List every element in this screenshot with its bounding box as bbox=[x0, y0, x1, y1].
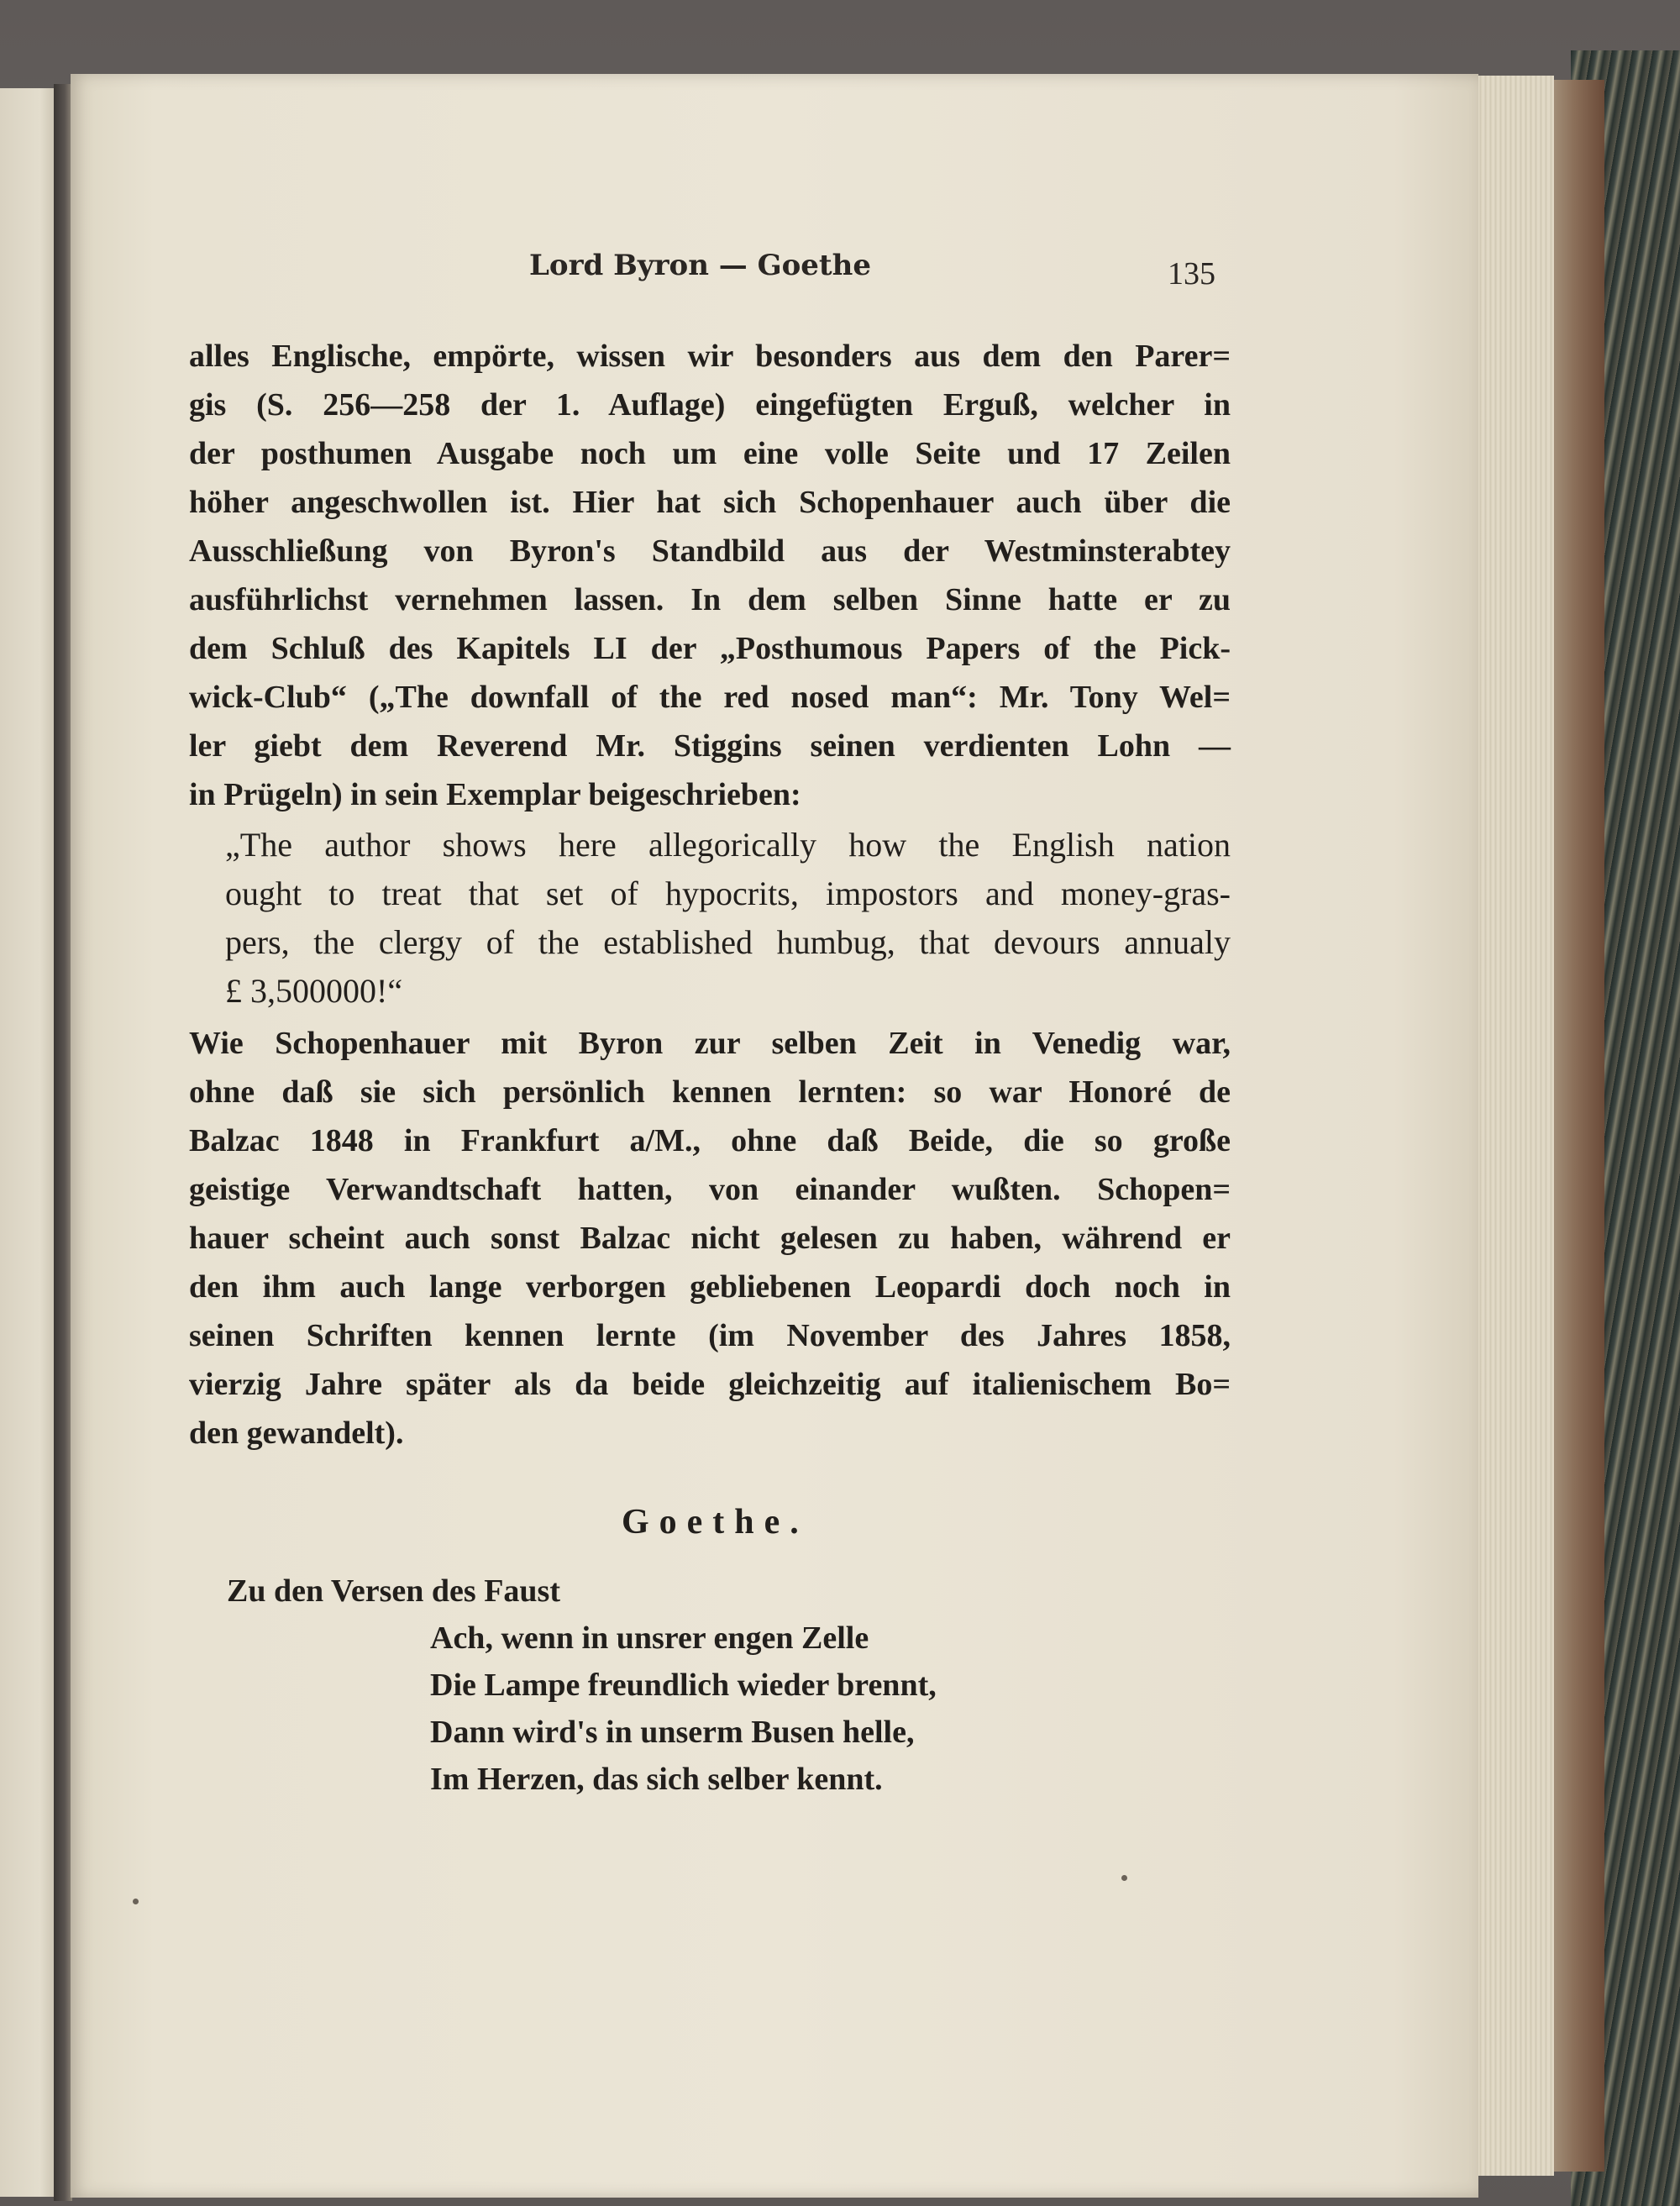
text-line: vierzig Jahre später als da beide gleichzeitig auf italienischem Bo= bbox=[189, 1367, 1231, 1402]
paper-speck bbox=[133, 1899, 139, 1904]
book-gutter bbox=[54, 84, 72, 2201]
text-line: Ausschließung von Byron's Standbild aus der Westminsterabtey bbox=[189, 533, 1231, 569]
text-line: Wie Schopenhauer mit Byron zur selben Zeit in Venedig war, bbox=[189, 1026, 1231, 1061]
text-line: wick-Club“ („The downfall of the red nosed man“: Mr. Tony Wel= bbox=[189, 680, 1231, 715]
paper-speck bbox=[1121, 1875, 1127, 1881]
quote-line: „The author shows here allegorically how the English nation bbox=[225, 826, 1231, 864]
text-line: höher angeschwollen ist. Hier hat sich Schopenhauer auch über die bbox=[189, 485, 1231, 520]
text-line: seinen Schriften kennen lernte (im November des Jahres 1858, bbox=[189, 1318, 1231, 1353]
text-line: ler giebt dem Reverend Mr. Stiggins seinen verdienten Lohn — bbox=[189, 728, 1231, 764]
left-page-edge bbox=[0, 88, 59, 2197]
quote-line: ought to treat that set of hypocrits, impostors and money-gras- bbox=[225, 875, 1231, 912]
section-heading: Goethe. bbox=[622, 1503, 809, 1542]
text-line: der posthumen Ausgabe noch um eine volle Seite und 17 Zeilen bbox=[189, 436, 1231, 471]
text-line: dem Schluß des Kapitels LI der „Posthumous Papers of the Pick- bbox=[189, 631, 1231, 666]
quote-line: £ 3,500000!“ bbox=[225, 972, 403, 1010]
page-number: 135 bbox=[1168, 256, 1215, 292]
text-line: ausführlichst vernehmen lassen. In dem selben Sinne hatte er zu bbox=[189, 582, 1231, 617]
text-line: den gewandelt). bbox=[189, 1416, 404, 1451]
verse-line: Im Herzen, das sich selber kennt. bbox=[430, 1762, 883, 1797]
verse-line: Dann wird's in unserm Busen helle, bbox=[430, 1715, 915, 1750]
text-line: gis (S. 256—258 der 1. Auflage) eingefügten Erguß, welcher in bbox=[189, 387, 1231, 423]
text-line: geistige Verwandtschaft hatten, von einander wußten. Schopen= bbox=[189, 1172, 1231, 1207]
verse-line: Ach, wenn in unsrer engen Zelle bbox=[430, 1620, 869, 1656]
verse-line: Die Lampe freundlich wieder brennt, bbox=[430, 1668, 937, 1703]
text-line: in Prügeln) in sein Exemplar beigeschrieben: bbox=[189, 777, 801, 812]
running-title: Lord Byron — Goethe bbox=[529, 249, 871, 282]
text-line: ohne daß sie sich persönlich kennen lernten: so war Honoré de bbox=[189, 1074, 1231, 1110]
text-line: alles Englische, empörte, wissen wir besonders aus dem den Parer= bbox=[189, 339, 1231, 374]
text-line: hauer scheint auch sonst Balzac nicht gelesen zu haben, während er bbox=[189, 1221, 1231, 1256]
verse-intro: Zu den Versen des Faust bbox=[227, 1573, 560, 1609]
text-line: den ihm auch lange verborgen gebliebenen Leopardi doch noch in bbox=[189, 1269, 1231, 1305]
text-line: Balzac 1848 in Frankfurt a/M., ohne daß Beide, die so große bbox=[189, 1123, 1231, 1158]
quote-line: pers, the clergy of the established humbug, that devours annualy bbox=[225, 923, 1231, 961]
